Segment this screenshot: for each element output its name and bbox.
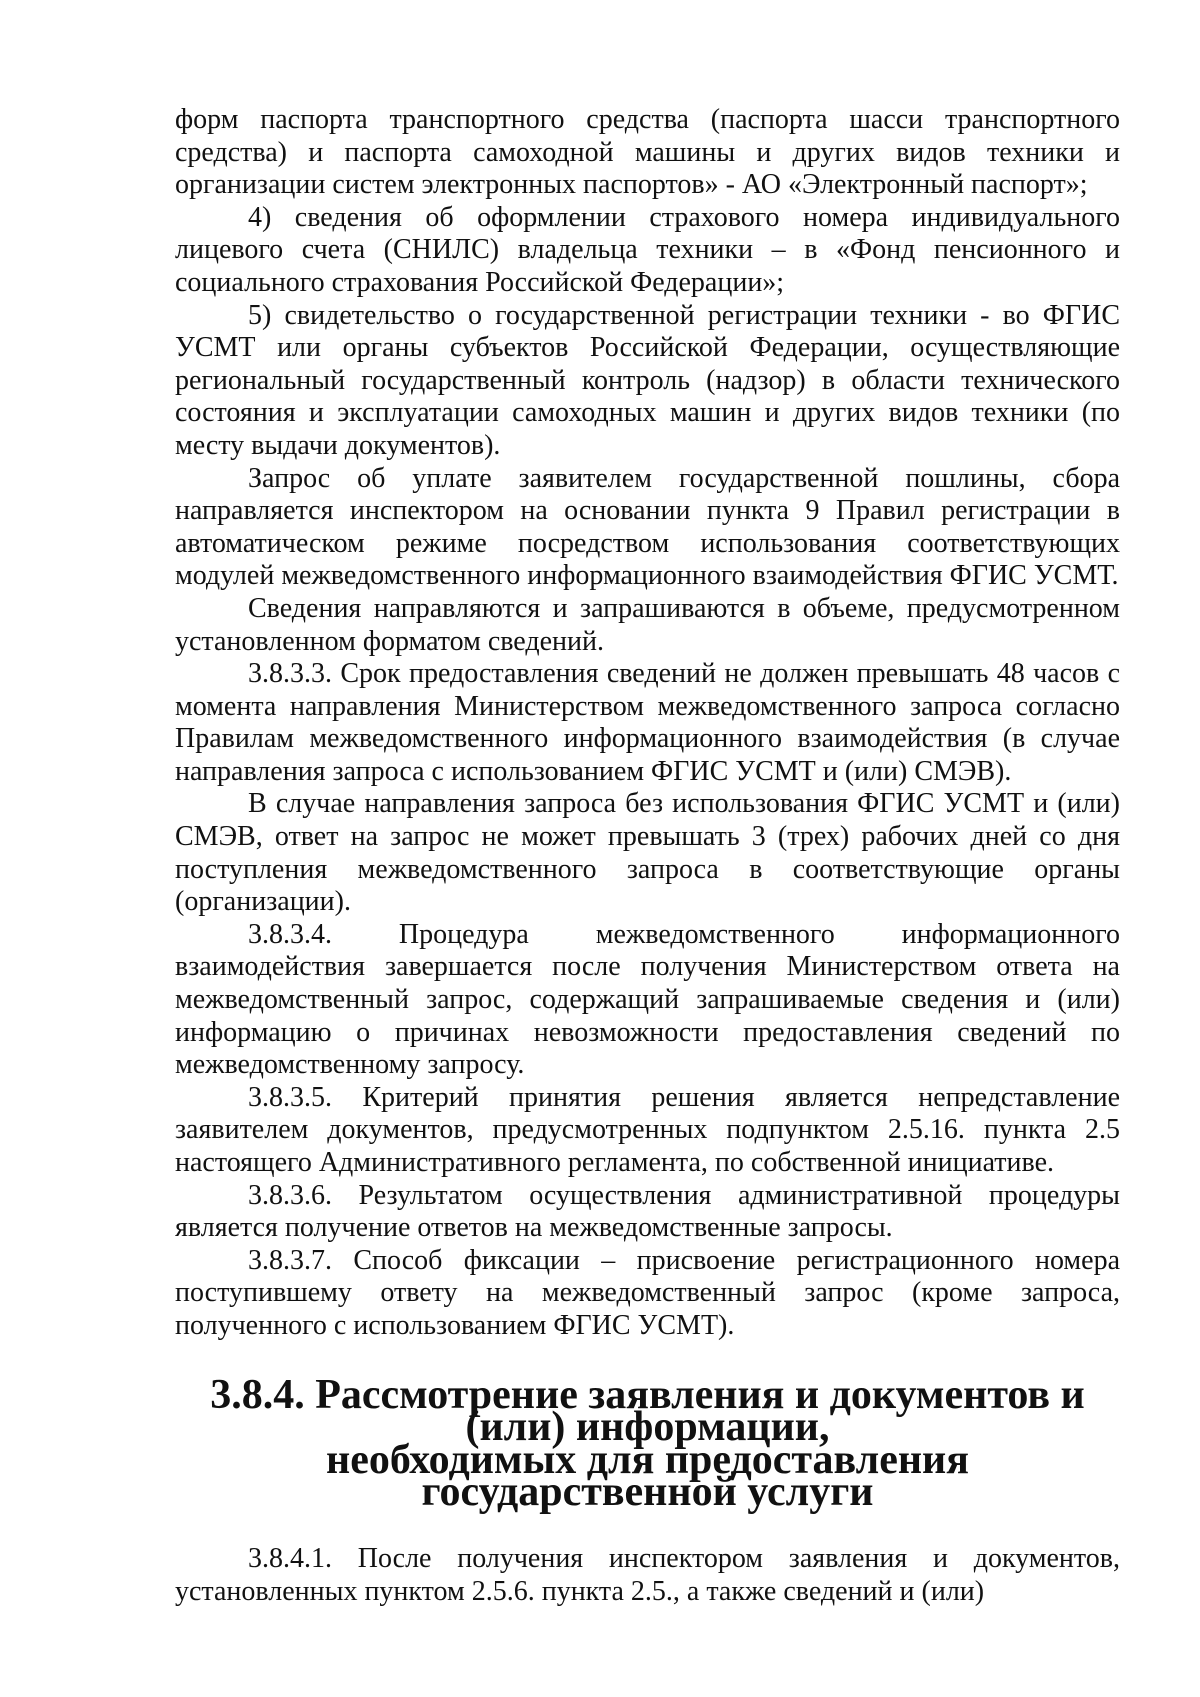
paragraph-data-scope: Сведения направляются и запрашиваются в объеме, предусмотренном установленном форматом сведений. bbox=[175, 592, 1120, 657]
paragraph-without-smev: В случае направления запроса без использования ФГИС УСМТ и (или) СМЭВ, ответ на запрос не может превышать 3 (трех) рабочих дней со дня поступления межведомственного запроса в соответствующие органы (организации). bbox=[175, 788, 1120, 918]
paragraph-item-5: 5) свидетельство о государственной регистрации техники - во ФГИС УСМТ или органы субъектов Российской Федерации, осуществляющие региональный государственный контроль (надзор) в области технического состояния и эксплуатации самоходных машин и других видов техники (по месту выдачи документов). bbox=[175, 299, 1120, 461]
heading-line-1: 3.8.4. Рассмотрение заявления и документов и (или) информации, bbox=[210, 1371, 1085, 1451]
paragraph-3-8-3-3: 3.8.3.3. Срок предоставления сведений не должен превышать 48 часов с момента направления Министерством межведомственного запроса согласно Правилам межведомственного информационного взаимодействия (в случае направления запроса с использованием ФГИС УСМТ и (или) СМЭВ). bbox=[175, 658, 1120, 787]
section-heading-3-8-4 bbox=[175, 1371, 1120, 1516]
paragraph-3-8-3-7: 3.8.3.7. Способ фиксации – присвоение регистрационного номера поступившему ответу на межведомственный запрос (кроме запроса, полученного с использованием ФГИС УСМТ). bbox=[175, 1244, 1120, 1341]
paragraph-3-8-3-5: 3.8.3.5. Критерий принятия решения является непредставление заявителем документов, предусмотренных подпунктом 2.5.16. пункта 2.5 настоящего Административного регламента, по собственной инициативе. bbox=[175, 1081, 1120, 1178]
paragraph-3-8-3-6: 3.8.3.6. Результатом осуществления административной процедуры является получение ответов на межведомственные запросы. bbox=[175, 1179, 1120, 1244]
heading-line-2: необходимых для предоставления государственной услуги bbox=[326, 1436, 969, 1516]
paragraph-fee-request: Запрос об уплате заявителем государственной пошлины, сбора направляется инспектором на основании пункта 9 Правил регистрации в автоматическом режиме посредством использования соответствующих модулей межведомственного информационного взаимодействия ФГИС УСМТ. bbox=[175, 462, 1120, 592]
paragraph-3-8-4-1: 3.8.4.1. После получения инспектором заявления и документов, установленных пунктом 2.5.6. пункта 2.5., а также сведений и (или) bbox=[175, 1542, 1120, 1607]
paragraph-continuation: форм паспорта транспортного средства (паспорта шасси транспортного средства) и паспорта самоходной машины и других видов техники и организации систем электронных паспортов» - АО «Электронный паспорт»; bbox=[175, 104, 1120, 201]
document-page bbox=[175, 104, 1120, 1608]
paragraph-3-8-3-4: 3.8.3.4. Процедура межведомственного информационного взаимодействия завершается после получения Министерством ответа на межведомственный запрос, содержащий запрашиваемые сведения и (или) информацию о причинах невозможности предоставления сведений по межведомственному запросу. bbox=[175, 918, 1120, 1081]
paragraph-item-4: 4) сведения об оформлении страхового номера индивидуального лицевого счета (СНИЛС) владельца техники – в «Фонд пенсионного и социального страхования Российской Федерации»; bbox=[175, 201, 1120, 298]
